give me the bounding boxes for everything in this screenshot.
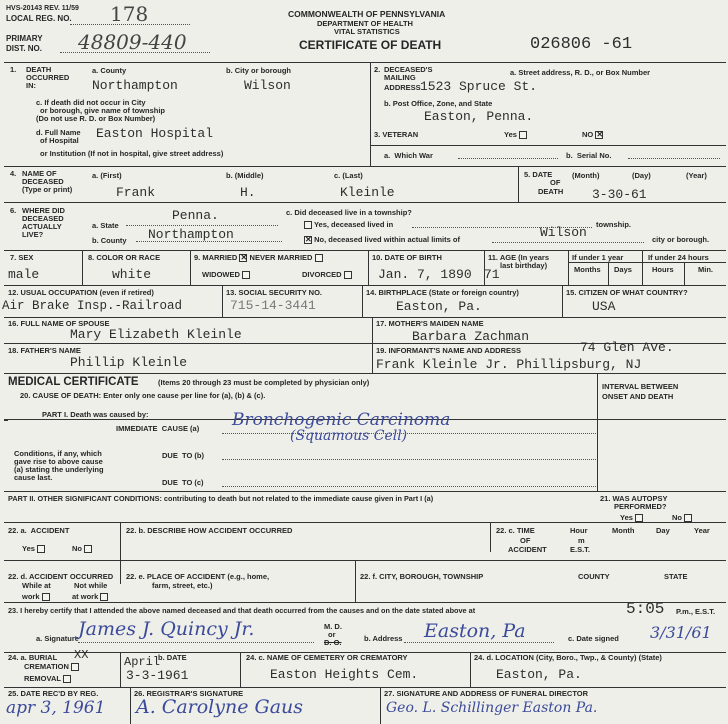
while-at: While at — [22, 581, 51, 590]
f6-l1: WHERE DID — [22, 206, 65, 215]
cond-2: gave rise to above cause — [14, 457, 103, 466]
autopsy-yes — [620, 513, 643, 522]
res-county-label: b. County — [92, 236, 127, 245]
rule — [518, 166, 519, 202]
ssn: 715-14-3441 — [230, 298, 316, 313]
removal-checkbox[interactable] — [63, 675, 71, 683]
f5-l1: 5. DATE — [524, 170, 553, 179]
mother-maiden-name: Barbara Zachman — [412, 329, 530, 344]
date-of-birth: Jan. 7, 1890 — [378, 267, 472, 282]
medical-title: MEDICAL CERTIFICATE — [8, 376, 139, 388]
veteran-yes-label: Yes — [504, 130, 517, 139]
hours: Hours — [652, 265, 674, 274]
removal-label — [24, 674, 71, 683]
f5-day: (Day) — [632, 171, 651, 180]
rule — [642, 250, 643, 285]
informant: Frank Kleinle Jr. Phillipsburg, NJ — [376, 357, 642, 372]
accident-state: STATE — [664, 572, 688, 581]
certificate-number: 026806 -61 — [530, 35, 633, 54]
date-recd: apr 3, 1961 — [6, 698, 106, 718]
f5-l3: DEATH — [538, 187, 564, 196]
widowed-label — [202, 270, 250, 279]
time-year: Year — [694, 526, 710, 535]
location: Easton, Pa. — [496, 667, 582, 682]
rule — [4, 285, 726, 286]
veteran-no-checkbox[interactable]: ✕ — [596, 130, 604, 140]
rule — [490, 522, 491, 552]
cremation-checkbox[interactable] — [71, 663, 79, 671]
time-day: Day — [656, 526, 670, 535]
limits-label: No, deceased lived within actual limits of — [314, 235, 460, 244]
md: M. D. — [324, 622, 342, 631]
days: Days — [614, 265, 632, 274]
po-label: b. Post Office, Zone, and State — [384, 99, 493, 108]
war-dots — [458, 158, 558, 159]
f1-d1: d. Full Name — [36, 128, 81, 137]
never-married-text: NEVER MARRIED — [249, 253, 313, 262]
f1-c2: or borough, give name of township — [40, 106, 165, 115]
rule — [4, 317, 726, 318]
form-number: HVS-20143 REV. 11/59 — [6, 5, 79, 12]
autopsy-no-checkbox[interactable] — [684, 514, 692, 522]
months: Months — [574, 265, 601, 274]
cemetery-label: 24. c. NAME OF CEMETERY OR CREMATORY — [246, 653, 408, 662]
cremation-text: CREMATION — [24, 662, 69, 671]
never-married-checkbox[interactable] — [315, 254, 323, 262]
due-b: DUE TO (b) — [162, 451, 204, 460]
physician-signature: James J. Quincy Jr. — [78, 618, 255, 640]
f4-l3: (Type or print) — [22, 185, 73, 194]
due-c: DUE TO (c) — [162, 478, 204, 487]
accident-no — [72, 544, 92, 553]
ssn-label: 13. SOCIAL SECURITY NO. — [226, 288, 322, 297]
autopsy-1: 21. WAS AUTOPSY — [600, 494, 668, 503]
f2-l2: MAILING — [384, 73, 416, 82]
rule — [4, 202, 726, 203]
rule — [380, 687, 381, 724]
rule — [190, 250, 191, 285]
f4-l1: NAME OF — [22, 169, 57, 178]
res-county: Northampton — [148, 227, 234, 242]
which-war: a. Which War — [384, 151, 433, 160]
interval-2: ONSET AND DEATH — [602, 392, 674, 401]
rule — [120, 522, 121, 584]
burial-label: 24. a. BURIAL — [8, 653, 58, 662]
city-borough-label: 22. f. CITY, BOROUGH, TOWNSHIP — [360, 572, 484, 581]
spouse-label: 16. FULL NAME OF SPOUSE — [8, 319, 110, 328]
autopsy-no-label: No — [672, 513, 682, 522]
accident-no-label: No — [72, 544, 82, 553]
funeral-director-label: 27. SIGNATURE AND ADDRESS OF FUNERAL DIRECTOR — [384, 689, 589, 698]
city-or-borough: city or borough. — [652, 235, 710, 244]
autopsy-yes-label: Yes — [620, 513, 633, 522]
primary-label: PRIMARY — [6, 34, 43, 43]
autopsy-no — [672, 513, 692, 522]
signature-dots — [78, 642, 314, 643]
cause-a-detail: (Squamous Cell) — [290, 428, 408, 444]
age-value: 71 — [484, 267, 500, 282]
work — [22, 592, 50, 601]
at-work — [72, 592, 108, 601]
married-label — [194, 253, 323, 262]
first-name: Frank — [116, 185, 156, 200]
rule — [568, 262, 726, 263]
place-label: 22. e. PLACE OF ACCIDENT (e.g., home, — [126, 572, 270, 581]
removal-text: REMOVAL — [24, 674, 61, 683]
county-dots — [136, 241, 282, 242]
under-1: If under 1 year — [572, 253, 624, 262]
race-value: white — [112, 267, 152, 282]
widowed-text: WIDOWED — [202, 270, 240, 279]
father-name: Phillip Kleinle — [70, 355, 188, 370]
not-at-work-checkbox[interactable] — [100, 593, 108, 601]
birthplace-label: 14. BIRTHPLACE (State or foreign country) — [366, 288, 519, 297]
res-yes — [304, 220, 393, 229]
death-county: Northampton — [92, 78, 178, 93]
informant-address-top: 74 Glen Ave. — [580, 340, 674, 355]
birthplace: Easton, Pa. — [396, 299, 482, 314]
f2-l3: ADDRESS — [384, 83, 421, 92]
f6-l4: LIVE? — [22, 230, 44, 239]
serial-label: b. Serial No. — [566, 151, 612, 160]
dist-label: DIST. NO. — [6, 44, 43, 53]
signature-label: a. Signature — [36, 634, 79, 643]
f1-num: 1. — [10, 65, 17, 74]
accident-county: COUNTY — [578, 572, 610, 581]
accident-yes — [22, 544, 45, 553]
certify-text: 23. I hereby certify that I attended the above named deceased and that death occurred from the causes and on the date stated above at — [8, 606, 476, 615]
township-yes-label: Yes, deceased lived in — [313, 220, 394, 229]
place-label2: farm, street, etc.) — [152, 581, 213, 590]
date-signed-label: c. Date signed — [568, 634, 619, 643]
time-label: 22. c. TIME — [496, 526, 535, 535]
rule — [597, 373, 598, 491]
township-question: c. Did deceased live in a township? — [286, 208, 412, 217]
mailing-po: Easton, Penna. — [424, 109, 534, 124]
veteran-label: 3. VETERAN — [374, 130, 419, 139]
do: D. O. — [324, 638, 342, 647]
time-m: m — [578, 536, 585, 545]
divorced-checkbox[interactable] — [344, 271, 352, 279]
rule — [4, 250, 726, 251]
city-label: b. City or borough — [226, 66, 291, 75]
veteran-no — [582, 130, 603, 139]
divorced-label — [302, 270, 352, 279]
f6-l3: ACTUALLY — [22, 222, 62, 231]
cause-a-dots — [222, 433, 596, 434]
f1-c3: (Do not use R. D. or Box Number) — [36, 114, 156, 123]
work-label: work — [22, 592, 40, 601]
rule — [684, 262, 685, 285]
street-label: a. Street address, R. D., or Box Number — [510, 68, 651, 77]
cond-1: Conditions, if any, which — [14, 449, 102, 458]
rule — [130, 687, 131, 724]
funeral-director-signature: Geo. L. Schillinger Easton Pa. — [386, 700, 598, 716]
mailing-street: 1523 Spruce St. — [420, 79, 538, 94]
f6-l2: DECEASED — [22, 214, 64, 223]
limits-dots — [492, 242, 644, 243]
due-b-dots — [222, 459, 596, 460]
time-of: OF — [520, 536, 531, 545]
f6-num: 6. — [10, 206, 17, 215]
accident-label: 22. a. ACCIDENT — [8, 526, 70, 535]
at-work-checkbox[interactable] — [42, 593, 50, 601]
cond-4: cause last. — [14, 473, 53, 482]
address-dots — [404, 642, 554, 643]
address-label: b. Address — [364, 634, 403, 643]
date-recd-label: 25. DATE REC'D BY REG. — [8, 689, 99, 698]
rule — [370, 62, 371, 166]
res-city: Wilson — [540, 225, 587, 240]
middle-name: H. — [240, 185, 256, 200]
local-reg-label: LOCAL REG. NO. — [6, 14, 72, 23]
registrar-signature: A. Carolyne Gaus — [136, 696, 304, 718]
veteran-no-label: NO — [582, 130, 594, 139]
time-accident: ACCIDENT — [508, 545, 547, 554]
commonwealth: COMMONWEALTH OF PENNSYLVANIA — [288, 9, 446, 19]
registrar-label: 26. REGISTRAR'S SIGNATURE — [134, 689, 244, 698]
burial-date-label: b. DATE — [158, 653, 187, 662]
citizen-label: 15. CITIZEN OF WHAT COUNTRY? — [566, 288, 688, 297]
hospital-name: Easton Hospital — [96, 126, 214, 141]
age-label: 11. AGE (In years — [488, 253, 550, 262]
date-of-death: 3-30-61 — [592, 187, 647, 202]
part-2: PART II. OTHER SIGNIFICANT CONDITIONS: contributing to death but not related to the immediate cause given in Part I (a) — [8, 494, 434, 503]
time-month: Month — [612, 526, 635, 535]
local-reg-no: 178 — [110, 2, 149, 26]
widowed-checkbox[interactable] — [242, 271, 250, 279]
cremation-label — [24, 662, 79, 671]
cause-instruction: 20. CAUSE OF DEATH: Enter only one cause per line for (a), (b) & (c). — [20, 391, 266, 400]
res-state: Penna. — [172, 208, 219, 223]
department: DEPARTMENT OF HEALTH — [317, 19, 413, 28]
rule — [4, 602, 726, 603]
cond-3: (a) stating the underlying — [14, 465, 104, 474]
under-24: If under 24 hours — [648, 253, 709, 262]
vital-statistics: VITAL STATISTICS — [334, 27, 400, 36]
rule — [4, 62, 726, 63]
death-time: 5:05 — [626, 600, 665, 618]
rule — [372, 317, 373, 373]
res-no — [304, 235, 460, 244]
occurred-label: 22. d. ACCIDENT OCCURRED — [8, 572, 114, 581]
rule — [222, 285, 223, 317]
rule — [4, 166, 726, 167]
rule — [355, 560, 356, 602]
cemetery: Easton Heights Cem. — [270, 667, 419, 682]
describe-label: 22. b. DESCRIBE HOW ACCIDENT OCCURRED — [126, 526, 293, 535]
not-at-work-label: at work — [72, 592, 99, 601]
local-reg-dots — [70, 24, 190, 25]
f2-l1: DECEASED'S — [384, 65, 433, 74]
f1-d3: or Institution (If not in hospital, give street address) — [40, 149, 224, 158]
divorced-text: DIVORCED — [302, 270, 342, 279]
f1-in: IN: — [26, 81, 36, 90]
f1-d2: of Hospital — [40, 136, 79, 145]
veteran-yes — [504, 130, 527, 139]
married-text: 9. MARRIED — [194, 253, 238, 262]
res-state-label: a. State — [92, 221, 119, 230]
serial-dots — [628, 158, 720, 159]
rule — [82, 250, 83, 285]
f1-c1: c. If death did not occur in City — [36, 98, 146, 107]
not-while: Not while — [74, 581, 108, 590]
f4-num: 4. — [10, 169, 17, 178]
state-dots — [126, 225, 278, 226]
rule — [240, 652, 241, 687]
autopsy-2: PERFORMED? — [614, 502, 667, 511]
part-1: PART I. Death was caused by: — [42, 410, 149, 419]
burial-date: 3-3-1961 — [126, 668, 189, 683]
sex-value: male — [8, 267, 40, 282]
rule — [120, 652, 121, 687]
time-est: E.S.T. — [570, 545, 591, 554]
dist-no: 48809-440 — [78, 30, 187, 54]
rule — [368, 250, 369, 285]
medical-note: (Items 20 through 23 must be completed by physician only) — [158, 378, 370, 387]
married-checkbox[interactable]: ✕ — [240, 253, 248, 263]
rule — [568, 250, 569, 285]
father-label: 18. FATHER'S NAME — [8, 346, 81, 355]
f5-l2: OF — [550, 178, 561, 187]
pm-est: P.m., E.S.T. — [676, 607, 716, 616]
veteran-yes-checkbox[interactable] — [519, 131, 527, 139]
time-hour: Hour — [570, 526, 588, 535]
last-label: c. (Last) — [334, 171, 363, 180]
physician-address: Easton, Pa — [424, 620, 526, 642]
accident-yes-checkbox[interactable] — [37, 545, 45, 553]
first-label: a. (First) — [92, 171, 122, 180]
last-name: Kleinle — [340, 185, 395, 200]
rule — [470, 652, 471, 687]
f2-num: 2. — [374, 65, 381, 74]
burial-date-month: April — [124, 655, 161, 669]
rule — [562, 285, 563, 317]
mother-label: 17. MOTHER'S MAIDEN NAME — [376, 319, 484, 328]
due-c-dots — [222, 486, 596, 487]
interval-1: INTERVAL BETWEEN — [602, 382, 679, 391]
rule — [4, 420, 8, 421]
rule — [4, 491, 726, 492]
spouse-name: Mary Elizabeth Kleinle — [70, 327, 242, 342]
dist-dots — [60, 52, 210, 53]
death-city: Wilson — [244, 78, 291, 93]
sex-label: 7. SEX — [10, 253, 34, 262]
age-label2: last birthday) — [500, 261, 548, 270]
f1-death: DEATH — [26, 65, 52, 74]
rule — [608, 262, 609, 285]
f5-year: (Year) — [686, 171, 707, 180]
rule — [370, 145, 726, 146]
or: or — [328, 630, 336, 639]
county-label: a. County — [92, 66, 127, 75]
location-label: 24. d. LOCATION (City, Boro., Twp., & County) (State) — [474, 653, 662, 662]
page-title: CERTIFICATE OF DEATH — [299, 38, 442, 52]
f4-l2: DECEASED — [22, 177, 64, 186]
race-label: 8. COLOR OR RACE — [88, 253, 161, 262]
rule — [4, 687, 726, 688]
rule — [4, 522, 726, 523]
immediate-cause: IMMEDIATE CAUSE (a) — [116, 424, 200, 433]
township-suffix: township. — [596, 220, 631, 229]
burial-mark: XX — [74, 648, 89, 662]
f5-month: (Month) — [572, 171, 600, 180]
date-signed: 3/31/61 — [650, 623, 712, 642]
limits-checkbox[interactable]: ✕ — [305, 235, 312, 245]
informant-label: 19. INFORMANT'S NAME AND ADDRESS — [376, 346, 521, 355]
accident-yes-label: Yes — [22, 544, 35, 553]
occupation: Air Brake Insp.-Railroad — [2, 299, 183, 313]
rule — [362, 285, 363, 317]
accident-no-checkbox[interactable] — [84, 545, 92, 553]
minutes: Min. — [698, 265, 713, 274]
autopsy-yes-checkbox[interactable] — [635, 514, 643, 522]
cause-a: Bronchogenic Carcinoma — [232, 410, 451, 430]
f1-occurred: OCCURRED — [26, 73, 70, 82]
rule — [4, 373, 726, 374]
dob-label: 10. DATE OF BIRTH — [372, 253, 442, 262]
middle-label: b. (Middle) — [226, 171, 264, 180]
rule — [4, 560, 726, 561]
citizenship: USA — [592, 299, 616, 314]
occupation-label: 12. USUAL OCCUPATION (even if retired) — [8, 288, 154, 297]
township-yes-checkbox[interactable] — [304, 221, 312, 229]
